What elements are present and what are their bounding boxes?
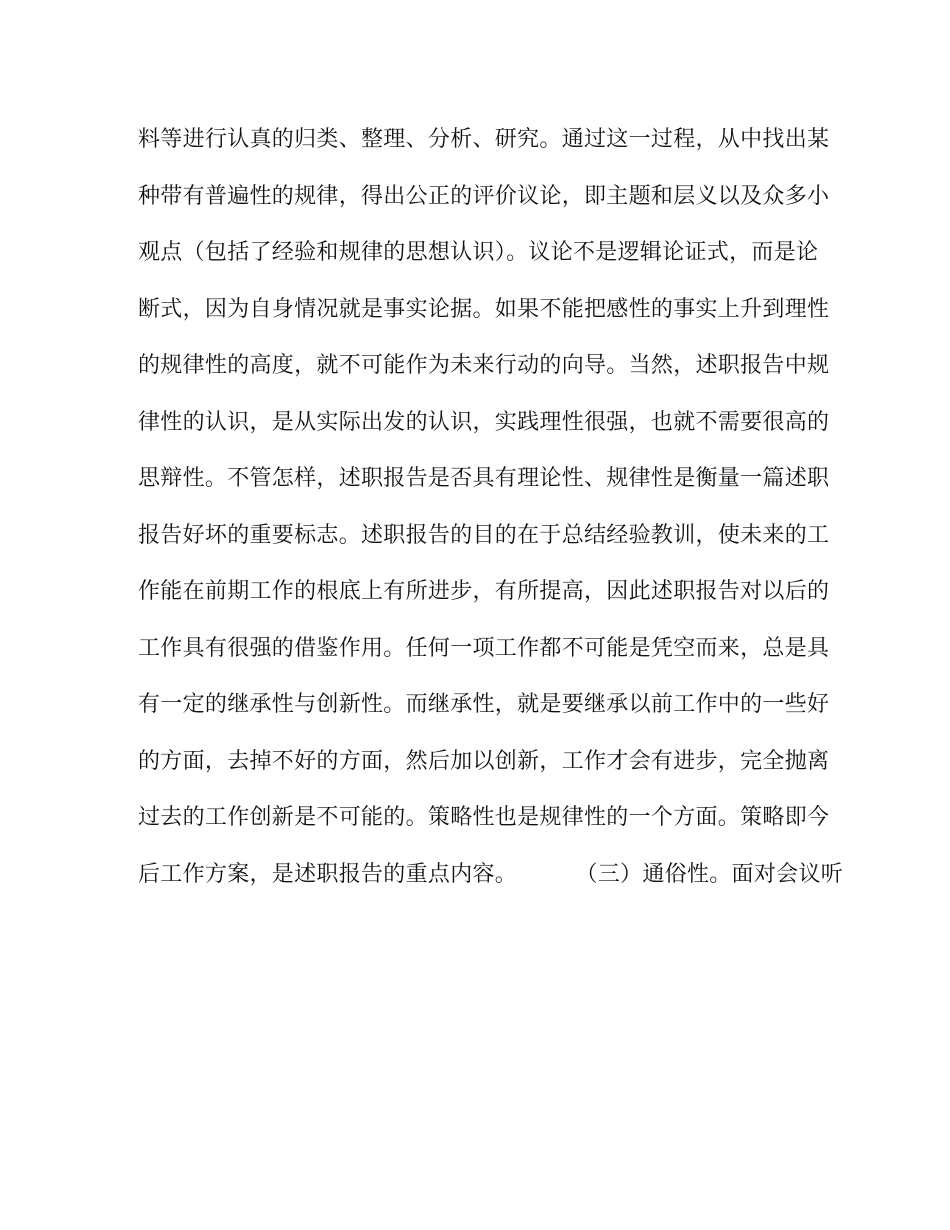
text-line: 料等进行认真的归类、整理、分析、研究。通过这一过程，从中找出某	[138, 127, 830, 152]
text-line: 过去的工作创新是不可能的。策略性也是规律性的一个方面。策略即今	[138, 805, 830, 830]
text-line: 工作具有很强的借鉴作用。任何一项工作都不可能是凭空而来，总是具	[138, 635, 830, 661]
text-line: 观点（包括了经验和规律的思想认识）。议论不是逻辑论证式，而是论	[138, 240, 819, 265]
text-line: 后工作方案，是述职报告的重点内容。 （三）通俗性。面对会议听	[138, 861, 844, 887]
text-line: 的规律性的高度，就不可能作为未来行动的向导。当然，述职报告中规	[138, 353, 830, 378]
body-text	[138, 112, 844, 903]
text-line: 断式，因为自身情况就是事实论据。如果不能把感性的事实上升到理性	[138, 296, 830, 322]
text-line: 报告好坏的重要标志。述职报告的目的在于总结经验教训，使未来的工	[138, 522, 830, 548]
text-line: 思辩性。不管怎样，述职报告是否具有理论性、规律性是衡量一篇述职	[138, 466, 830, 491]
text-line: 有一定的继承性与创新性。而继承性，就是要继承以前工作中的一些好	[138, 692, 830, 717]
text-line: 作能在前期工作的根底上有所进步，有所提高，因此述职报告对以后的	[138, 579, 830, 604]
text-line: 律性的认识，是从实际出发的认识，实践理性很强，也就不需要很高的	[138, 409, 830, 435]
text-line: 的方面，去掉不好的方面，然后加以创新，工作才会有进步，完全抛离	[138, 748, 830, 774]
text-line: 种带有普遍性的规律，得出公正的评价议论，即主题和层义以及众多小	[138, 183, 830, 209]
